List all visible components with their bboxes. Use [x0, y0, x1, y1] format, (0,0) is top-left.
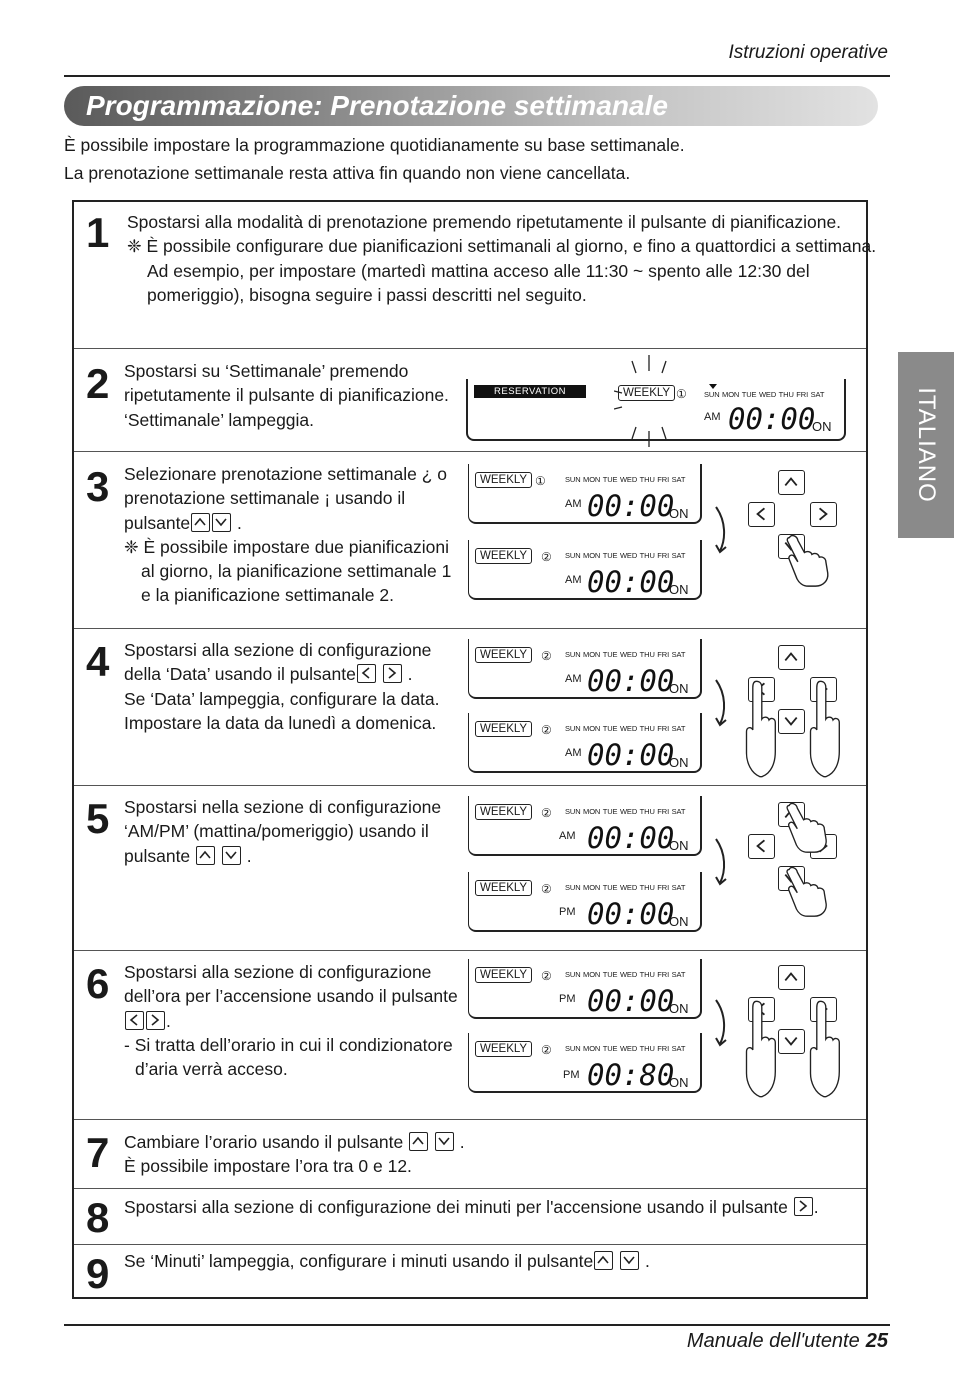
- step-line: della ‘Data’ usando il pulsante .: [124, 664, 413, 685]
- step-line: pomeriggio), bisogna seguire i passi descritti nel seguito.: [147, 284, 587, 305]
- on-indicator: ON: [812, 419, 832, 434]
- down-key-icon: [212, 513, 231, 532]
- down-key-icon: [435, 1132, 454, 1151]
- step-3: [74, 452, 866, 629]
- schedule-indicator: ②: [541, 882, 552, 896]
- intro-line-1: È possibile impostare la programmazione quotidianamente su base settimanale.: [64, 135, 685, 155]
- step-line: ‘Settimanale’ lampeggia.: [124, 409, 315, 430]
- transition-arrow-icon: [712, 836, 732, 888]
- day-row: SUN MON TUE WED THU FRI SAT: [565, 883, 686, 892]
- schedule-indicator: ①: [676, 387, 687, 401]
- step-line: e la pianificazione settimanale 2.: [141, 585, 394, 606]
- step-line: ❈ È possibile impostare due pianificazioni: [124, 536, 449, 557]
- on-indicator: ON: [669, 506, 689, 521]
- right-key-icon: [810, 502, 837, 527]
- weekly-label: WEEKLY: [475, 804, 532, 820]
- right-key-icon: [146, 1011, 165, 1030]
- am-pm-indicator: AM: [565, 574, 582, 586]
- language-tab-label: ITALIANO: [913, 387, 940, 503]
- step-text: [124, 1195, 819, 1219]
- time-readout: 00:00: [587, 664, 675, 698]
- day-row: SUN MON TUE WED THU FRI SAT: [565, 724, 686, 733]
- schedule-indicator: ②: [541, 969, 552, 983]
- am-pm-indicator: AM: [559, 830, 576, 842]
- weekly-label: WEEKLY: [475, 647, 532, 663]
- left-key-icon: [748, 834, 775, 859]
- steps-box: [72, 200, 877, 1299]
- on-indicator: ON: [669, 681, 689, 696]
- weekly-label: WEEKLY: [475, 548, 532, 564]
- day-row: SUN MON TUE WED THU FRI SAT: [565, 1044, 686, 1053]
- pressing-finger-left-icon: [742, 999, 778, 1099]
- step-text: [124, 359, 449, 432]
- lcd-display: [468, 540, 702, 600]
- schedule-indicator: ②: [541, 806, 552, 820]
- step-5: [74, 786, 866, 951]
- day-row: SUN MON TUE WED THU FRI SAT: [565, 551, 686, 560]
- day-pointer-icon: [709, 384, 717, 389]
- up-key-icon: [594, 1251, 613, 1270]
- step-line: Impostare la data da lunedì a domenica.: [124, 712, 437, 733]
- day-row: SUN MON TUE WED THU FRI SAT: [565, 475, 686, 484]
- step-number: 8: [86, 1194, 110, 1241]
- step-number: 2: [86, 360, 110, 407]
- am-pm-indicator: PM: [559, 906, 576, 918]
- step-line: dell’ora per l’accensione usando il pulsante: [124, 986, 458, 1007]
- left-key-icon: [748, 502, 775, 527]
- step-number: 6: [86, 960, 110, 1007]
- pressing-hand-icon: [782, 532, 838, 588]
- on-indicator: ON: [669, 1075, 689, 1090]
- step-line: È possibile impostare l’ora tra 0 e 12.: [124, 1156, 412, 1177]
- am-pm-indicator: AM: [565, 498, 582, 510]
- step-8: [74, 1189, 866, 1245]
- step-line: - Si tratta dell’orario in cui il condizionatore: [124, 1034, 453, 1055]
- day-row: SUN MON TUE WED THU FRI SAT: [565, 650, 686, 659]
- time-readout: 00:00: [587, 821, 675, 855]
- pressing-hand-icon: [782, 864, 836, 918]
- transition-arrow-icon: [712, 677, 732, 729]
- step-1: [74, 202, 877, 349]
- language-tab: [898, 352, 954, 538]
- am-pm-indicator: PM: [559, 993, 576, 1005]
- step-line: d’aria verrà acceso.: [135, 1059, 288, 1080]
- lcd-display: [468, 872, 702, 932]
- step-text: [127, 210, 876, 307]
- step-line: Cambiare l’orario usando il pulsante .: [124, 1132, 465, 1152]
- schedule-indicator: ②: [541, 1043, 552, 1057]
- step-text: [124, 795, 441, 868]
- intro-line-2: La prenotazione settimanale resta attiva fin quando non viene cancellata.: [64, 163, 631, 183]
- pressing-finger-left-icon: [742, 679, 778, 779]
- weekly-label: WEEKLY: [618, 385, 675, 401]
- step-number: 4: [86, 638, 110, 685]
- am-pm-indicator: AM: [704, 411, 721, 423]
- down-key-icon: [620, 1251, 639, 1270]
- schedule-indicator: ②: [541, 723, 552, 737]
- transition-arrow-icon: [712, 504, 732, 556]
- time-readout: 00:00: [587, 984, 675, 1018]
- step-line: Spostarsi alla sezione di configurazione: [124, 640, 432, 660]
- running-header: Istruzioni operative: [728, 42, 888, 63]
- up-key-icon: [778, 645, 805, 670]
- step-4: [74, 629, 866, 786]
- down-key-icon: [778, 709, 805, 734]
- step-line: Se ‘Minuti’ lampeggia, configurare i minuti usando il pulsante .: [124, 1251, 650, 1271]
- step-line: ‘AM/PM’ (mattina/pomeriggio) usando il: [124, 821, 429, 842]
- time-readout: 00:00: [587, 565, 675, 599]
- step-9: [74, 1245, 866, 1299]
- lcd-display: [468, 464, 702, 524]
- step-text: [124, 638, 440, 735]
- up-key-icon: [778, 470, 805, 495]
- time-readout: 00:00: [587, 738, 675, 772]
- page-number: 25: [865, 1330, 888, 1352]
- step-number: 5: [86, 795, 110, 842]
- am-pm-indicator: AM: [565, 747, 582, 759]
- blink-rays-icon: [614, 351, 684, 449]
- pressing-finger-right-icon: [806, 999, 842, 1099]
- time-readout: 00:00: [728, 402, 816, 436]
- lcd-display: [468, 713, 702, 773]
- up-key-icon: [196, 846, 215, 865]
- lcd-display: [468, 796, 702, 856]
- on-indicator: ON: [669, 582, 689, 597]
- left-key-icon: [357, 664, 376, 683]
- step-line: Spostarsi nella sezione di configurazione: [124, 797, 442, 817]
- page-footer: [687, 1330, 888, 1353]
- step-line: pulsante .: [124, 845, 252, 866]
- day-row: SUN MON TUE WED THU FRI SAT: [565, 970, 686, 979]
- lcd-display: [468, 1033, 702, 1093]
- step-line: prenotazione settimanale ¡ usando il: [124, 488, 406, 509]
- step-text: [124, 1130, 465, 1179]
- pressing-hand-icon: [782, 800, 836, 854]
- am-pm-indicator: AM: [565, 673, 582, 685]
- step-text: [124, 1249, 650, 1273]
- time-readout: 00:00: [587, 897, 675, 931]
- transition-arrow-icon: [712, 997, 732, 1049]
- step-line: Spostarsi su ‘Settimanale’ premendo: [124, 361, 409, 381]
- step-line: Se ‘Data’ lampeggia, configurare la data.: [124, 688, 440, 709]
- step-line: Spostarsi alla sezione di configurazione dei minuti per l'accensione usando il pulsante .: [124, 1197, 819, 1217]
- step-number: 3: [86, 463, 110, 510]
- am-pm-indicator: PM: [563, 1069, 580, 1081]
- bottom-rule: [64, 1324, 890, 1326]
- step-line: ripetutamente il pulsante di pianificazione.: [124, 385, 449, 406]
- schedule-indicator: ②: [541, 649, 552, 663]
- step-6: [74, 951, 866, 1120]
- title-bar: [64, 86, 878, 126]
- up-key-icon: [778, 965, 805, 990]
- weekly-label: WEEKLY: [475, 721, 532, 737]
- manual-name: Manuale dell'utente: [686, 1330, 860, 1352]
- step-line: Spostarsi alla sezione di configurazione: [124, 962, 432, 982]
- weekly-label: WEEKLY: [475, 472, 532, 488]
- step-line: Spostarsi alla modalità di prenotazione premendo ripetutamente il pulsante di pianificazione.: [127, 212, 842, 232]
- step-7: [74, 1120, 866, 1189]
- step-line: .: [124, 1009, 458, 1033]
- lcd-display: [468, 639, 702, 699]
- step-line: Selezionare prenotazione settimanale ¿ o: [124, 464, 447, 484]
- on-indicator: ON: [669, 914, 689, 929]
- weekly-label: WEEKLY: [475, 967, 532, 983]
- time-readout: 00:80: [587, 1058, 675, 1092]
- step-number: 9: [86, 1250, 110, 1297]
- left-key-icon: [125, 1011, 144, 1030]
- step-line: Ad esempio, per impostare (martedì mattina acceso alle 11:30 ~ spento alle 12:30 del: [147, 260, 810, 281]
- on-indicator: ON: [669, 755, 689, 770]
- on-indicator: ON: [669, 1001, 689, 1016]
- pressing-finger-right-icon: [806, 679, 842, 779]
- day-row: SUN MON TUE WED THU FRI SAT: [704, 390, 825, 399]
- top-rule: [64, 75, 890, 77]
- schedule-indicator: ①: [535, 474, 546, 488]
- step-line: pulsante .: [124, 512, 242, 533]
- step-text: [124, 462, 451, 608]
- time-readout: 00:00: [587, 489, 675, 523]
- lcd-display: [468, 959, 702, 1019]
- step-number: 7: [86, 1129, 110, 1176]
- day-row: SUN MON TUE WED THU FRI SAT: [565, 807, 686, 816]
- on-indicator: ON: [669, 838, 689, 853]
- right-key-icon: [383, 664, 402, 683]
- down-key-icon: [222, 846, 241, 865]
- page-title: Programmazione: Prenotazione settimanale: [86, 90, 668, 121]
- step-text: [124, 960, 458, 1081]
- step-line: ❈ È possibile configurare due pianificazioni settimanali al giorno, e fino a quattordici a settimana.: [127, 236, 877, 257]
- weekly-label: WEEKLY: [475, 1041, 532, 1057]
- down-key-icon: [778, 1029, 805, 1054]
- step-2: [74, 349, 866, 452]
- right-key-icon: [794, 1197, 813, 1216]
- reservation-label: RESERVATION: [474, 385, 586, 398]
- up-key-icon: [191, 513, 210, 532]
- step-number: 1: [86, 209, 110, 256]
- step-line: al giorno, la pianificazione settimanale 1: [141, 561, 452, 582]
- weekly-label: WEEKLY: [475, 880, 532, 896]
- schedule-indicator: ②: [541, 550, 552, 564]
- up-key-icon: [409, 1132, 428, 1151]
